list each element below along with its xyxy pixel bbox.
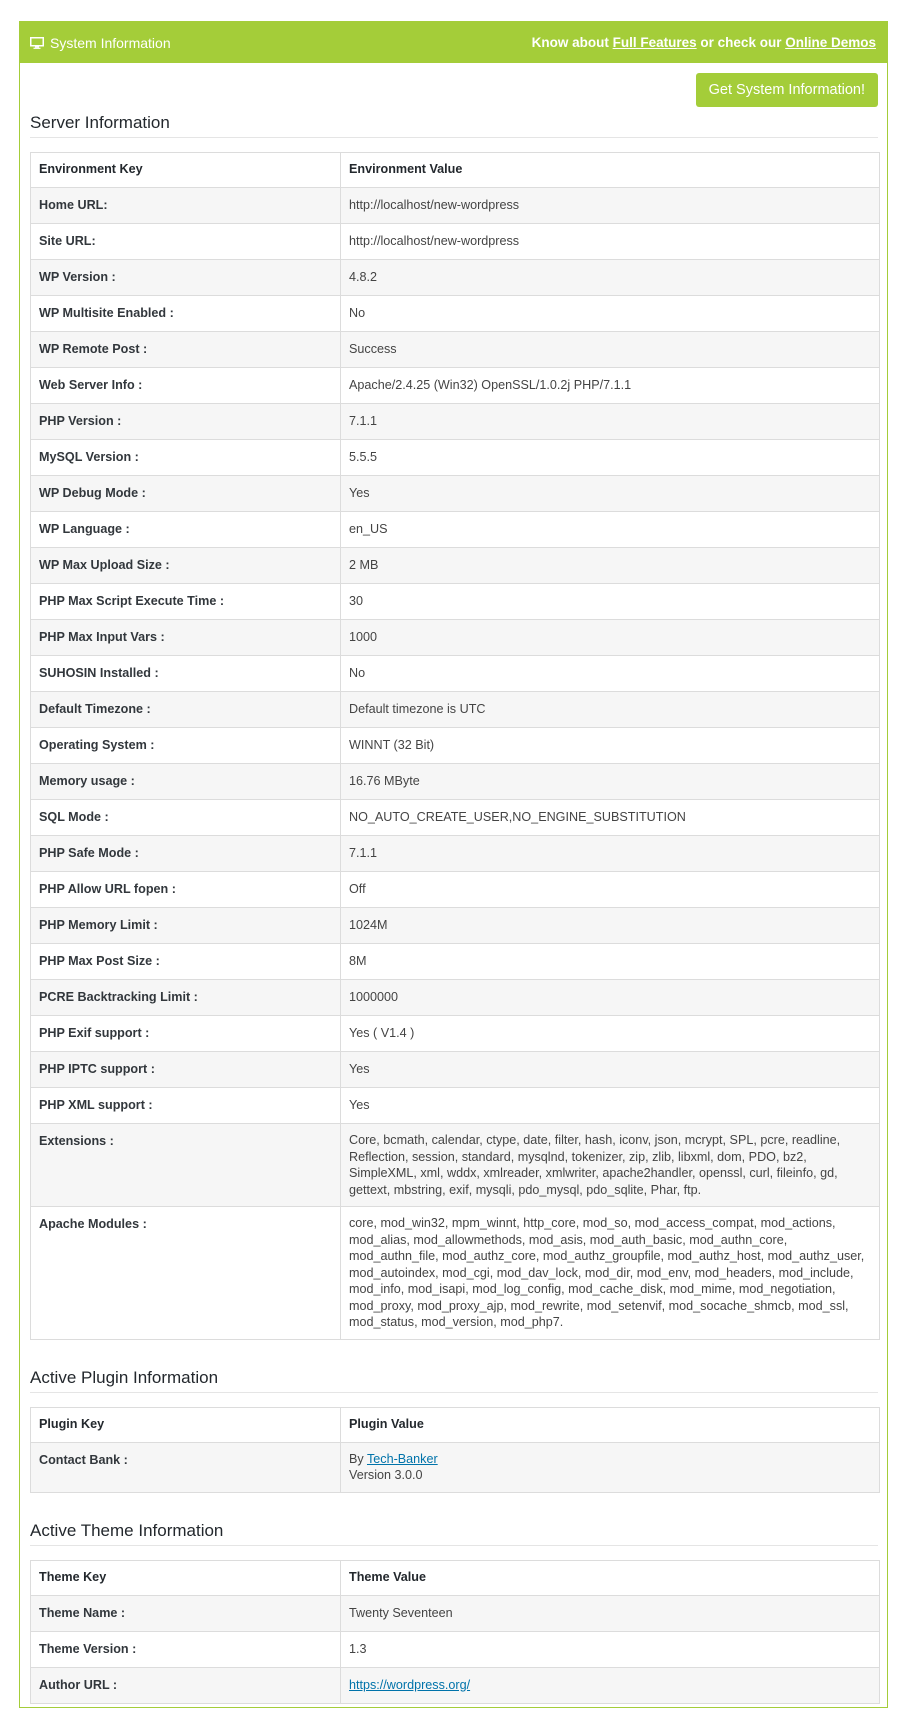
- environment-value-cell: Yes ( V1.4 ): [341, 1016, 880, 1052]
- environment-value-cell: http://localhost/new-wordpress: [341, 188, 880, 224]
- plugin-information-table: [30, 1407, 880, 1493]
- action-row: [20, 63, 887, 109]
- header-links: [532, 35, 876, 50]
- environment-key-cell: PHP Version :: [31, 404, 341, 440]
- plugin-author-link[interactable]: Tech-Banker: [366, 1451, 438, 1466]
- online-demos-link[interactable]: Online Demos: [785, 35, 876, 50]
- environment-key-cell: SQL Mode :: [31, 800, 341, 836]
- environment-value-cell: 1000: [341, 620, 880, 656]
- environment-key-cell: PHP Memory Limit :: [31, 908, 341, 944]
- table-row: [31, 224, 880, 260]
- environment-value-cell: WINNT (32 Bit): [341, 728, 880, 764]
- table-row: [31, 476, 880, 512]
- environment-value-cell: 2 MB: [341, 548, 880, 584]
- table-row: [31, 1631, 880, 1667]
- environment-value-cell: http://localhost/new-wordpress: [341, 224, 880, 260]
- plugin-value-cell: [341, 1442, 880, 1492]
- environment-value-cell: 4.8.2: [341, 260, 880, 296]
- table-row: [31, 1595, 880, 1631]
- environment-key-cell: Extensions :: [31, 1124, 341, 1207]
- theme-version-value: 1.3: [341, 1631, 880, 1667]
- table-row: [31, 908, 880, 944]
- environment-key-cell: Site URL:: [31, 224, 341, 260]
- table-row: [31, 764, 880, 800]
- get-system-information-button[interactable]: Get System Information!: [696, 73, 878, 107]
- theme-key-header: Theme Key: [31, 1560, 341, 1595]
- table-row: [31, 980, 880, 1016]
- environment-value-cell: 7.1.1: [341, 836, 880, 872]
- system-information-panel: [19, 21, 888, 1708]
- environment-key-cell: WP Multisite Enabled :: [31, 296, 341, 332]
- table-row: [31, 620, 880, 656]
- environment-key-cell: WP Version :: [31, 260, 341, 296]
- environment-key-cell: Apache Modules :: [31, 1207, 341, 1340]
- table-row: [31, 368, 880, 404]
- environment-key-cell: WP Max Upload Size :: [31, 548, 341, 584]
- environment-key-cell: Web Server Info :: [31, 368, 341, 404]
- environment-key-cell: Memory usage :: [31, 764, 341, 800]
- panel-title: System Information: [50, 34, 171, 51]
- table-row: [31, 404, 880, 440]
- header-middle-text: or check our: [700, 35, 782, 50]
- environment-key-cell: Default Timezone :: [31, 692, 341, 728]
- environment-key-cell: PHP IPTC support :: [31, 1052, 341, 1088]
- environment-value-cell: 30: [341, 584, 880, 620]
- table-row: [31, 584, 880, 620]
- theme-name-key: Theme Name :: [31, 1595, 341, 1631]
- table-row: [31, 548, 880, 584]
- server-information-title: Server Information: [30, 109, 878, 138]
- plugin-by-text: By: [349, 1451, 364, 1466]
- environment-key-cell: WP Debug Mode :: [31, 476, 341, 512]
- monitor-icon: [30, 37, 44, 49]
- environment-value-cell: Yes: [341, 476, 880, 512]
- environment-value-cell: NO_AUTO_CREATE_USER,NO_ENGINE_SUBSTITUTION: [341, 800, 880, 836]
- author-url-key: Author URL :: [31, 1667, 341, 1703]
- panel-title-group: [30, 35, 171, 51]
- author-url-link[interactable]: https://wordpress.org/: [349, 1677, 471, 1692]
- table-row: [31, 1667, 880, 1703]
- author-url-value: [341, 1667, 880, 1703]
- active-plugin-information-title: Active Plugin Information: [30, 1362, 878, 1393]
- environment-key-cell: WP Remote Post :: [31, 332, 341, 368]
- plugin-value-header: Plugin Value: [341, 1407, 880, 1442]
- environment-value-cell: 16.76 MByte: [341, 764, 880, 800]
- environment-key-cell: PHP Allow URL fopen :: [31, 872, 341, 908]
- environment-key-cell: PCRE Backtracking Limit :: [31, 980, 341, 1016]
- table-row: [31, 944, 880, 980]
- table-row: [31, 728, 880, 764]
- table-row: [31, 656, 880, 692]
- environment-value-cell: 1024M: [341, 908, 880, 944]
- environment-value-cell: Core, bcmath, calendar, ctype, date, filter, hash, iconv, json, mcrypt, SPL, pcre, readline, Reflection, session, standard, mysqlnd, tokenizer, zip, zlib, libxml, dom, PDO, bz2, SimpleXML, xml, wddx, xmlreader, xmlwriter, apache2handler, openssl, curl, fileinfo, gd, gettext, mbstring, exif, mysqli, pdo_mysql, pdo_sqlite, Phar, ftp.: [341, 1124, 880, 1207]
- table-row: [31, 1124, 880, 1207]
- table-row: [31, 836, 880, 872]
- theme-version-key: Theme Version :: [31, 1631, 341, 1667]
- environment-key-header: Environment Key: [31, 153, 341, 188]
- environment-key-cell: Home URL:: [31, 188, 341, 224]
- environment-key-cell: PHP XML support :: [31, 1088, 341, 1124]
- environment-value-cell: Yes: [341, 1052, 880, 1088]
- environment-value-cell: Yes: [341, 1088, 880, 1124]
- table-row: [31, 296, 880, 332]
- environment-key-cell: Operating System :: [31, 728, 341, 764]
- theme-information-table: [30, 1560, 880, 1704]
- table-row: [31, 1088, 880, 1124]
- server-information-table: [30, 152, 880, 1340]
- header-prefix-text: Know about: [531, 35, 609, 50]
- environment-key-cell: MySQL Version :: [31, 440, 341, 476]
- table-row: [31, 1052, 880, 1088]
- environment-value-cell: Default timezone is UTC: [341, 692, 880, 728]
- environment-key-cell: PHP Exif support :: [31, 1016, 341, 1052]
- environment-value-cell: Off: [341, 872, 880, 908]
- table-row: [31, 1442, 880, 1492]
- table-row: [31, 332, 880, 368]
- environment-key-cell: WP Language :: [31, 512, 341, 548]
- table-row: [31, 512, 880, 548]
- table-row: [31, 872, 880, 908]
- environment-key-cell: PHP Safe Mode :: [31, 836, 341, 872]
- plugin-key-header: Plugin Key: [31, 1407, 341, 1442]
- plugin-version-text: Version 3.0.0: [349, 1468, 423, 1482]
- full-features-link[interactable]: Full Features: [612, 35, 697, 50]
- environment-value-cell: No: [341, 296, 880, 332]
- environment-key-cell: SUHOSIN Installed :: [31, 656, 341, 692]
- environment-value-cell: 7.1.1: [341, 404, 880, 440]
- environment-key-cell: PHP Max Post Size :: [31, 944, 341, 980]
- environment-value-cell: core, mod_win32, mpm_winnt, http_core, mod_so, mod_access_compat, mod_actions, mod_alias, mod_allowmethods, mod_asis, mod_auth_basic, mod_authn_core, mod_authn_file, mod_authz_core, mod_authz_groupfile, mod_authz_host, mod_authz_user, mod_autoindex, mod_cgi, mod_dav_lock, mod_dir, mod_env, mod_headers, mod_include, mod_info, mod_isapi, mod_log_config, mod_cache_disk, mod_mime, mod_negotiation, mod_proxy, mod_proxy_ajp, mod_rewrite, mod_setenvif, mod_socache_shmcb, mod_ssl, mod_status, mod_version, mod_php7.: [341, 1207, 880, 1340]
- environment-value-cell: No: [341, 656, 880, 692]
- environment-value-cell: en_US: [341, 512, 880, 548]
- active-theme-information-title: Active Theme Information: [30, 1515, 878, 1546]
- table-row: [31, 800, 880, 836]
- table-row: [31, 1016, 880, 1052]
- table-row: [31, 1207, 880, 1340]
- table-row: [31, 692, 880, 728]
- theme-value-header: Theme Value: [341, 1560, 880, 1595]
- environment-value-cell: Success: [341, 332, 880, 368]
- environment-key-cell: PHP Max Script Execute Time :: [31, 584, 341, 620]
- panel-header: [20, 22, 887, 63]
- environment-key-cell: PHP Max Input Vars :: [31, 620, 341, 656]
- environment-value-cell: 5.5.5: [341, 440, 880, 476]
- table-row: [31, 188, 880, 224]
- theme-name-value: Twenty Seventeen: [341, 1595, 880, 1631]
- environment-value-cell: 1000000: [341, 980, 880, 1016]
- plugin-key-cell: Contact Bank :: [31, 1442, 341, 1492]
- environment-value-cell: Apache/2.4.25 (Win32) OpenSSL/1.0.2j PHP/7.1.1: [341, 368, 880, 404]
- table-row: [31, 440, 880, 476]
- table-row: [31, 260, 880, 296]
- environment-value-cell: 8M: [341, 944, 880, 980]
- environment-value-header: Environment Value: [341, 153, 880, 188]
